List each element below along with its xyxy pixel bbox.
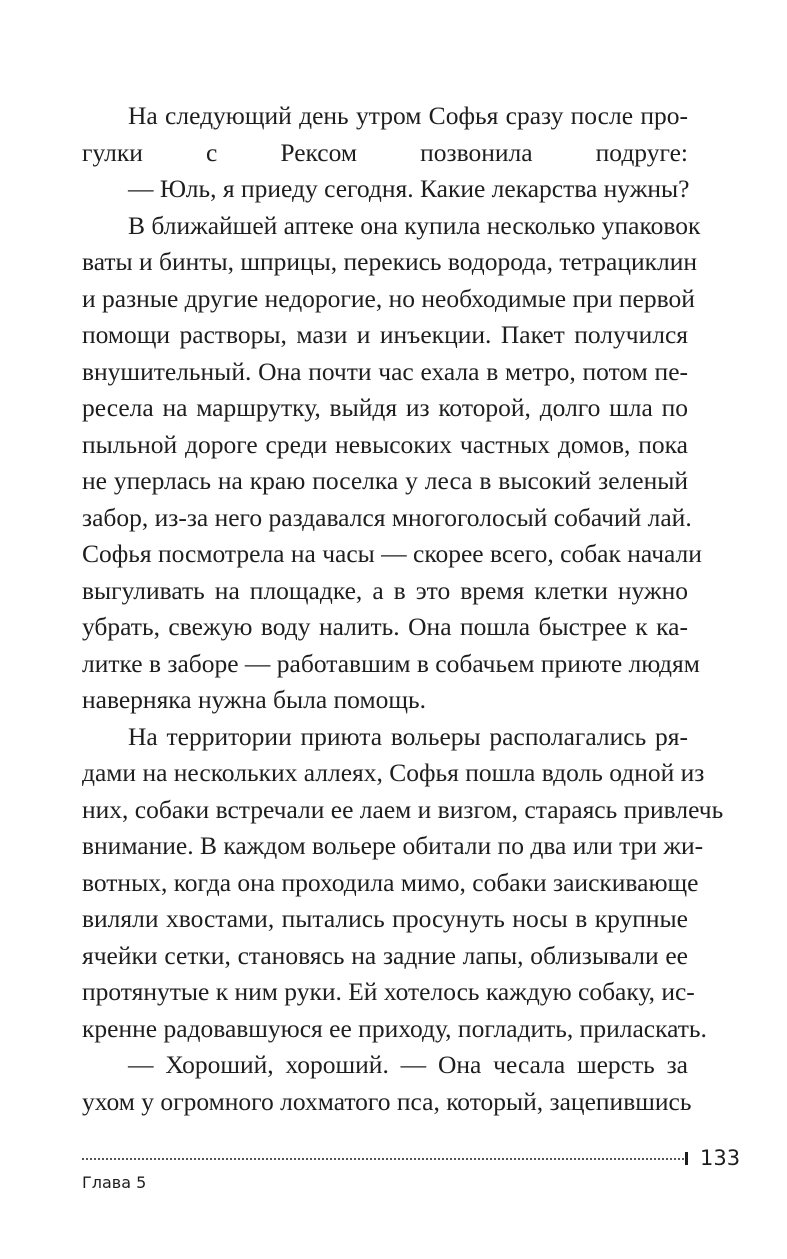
text-line: кренне радовавшуюся ее приходу, погладить, приласкать. [82,1013,707,1043]
text-line: дами на нескольких аллеях, Софья пошла вдоль одной из [82,758,705,787]
text-line: — Юль, я приеду сегодня. Какие лекарства нужны? [128,174,690,203]
text-line: них, собаки встречали ее лаем и визгом, стараясь привлечь [82,794,724,824]
text-line: протянутые к ним руки. Ей хотелось каждую собаку, ис- [82,977,695,1006]
text-line: забор, из-за него раздавался многоголосый собачий лай. [82,502,692,532]
text-line: наверняка нужна была помощь. [82,685,426,714]
text-line: гулки с Рексом позвонила подруге: [82,137,688,167]
text-line: ухом у огромного лохматого пса, который, зацепившись [82,1086,692,1116]
text-line: виляли хвостами, пытались просунуть носы в крупные [82,904,688,933]
text-line: внимание. В каждом вольере обитали по два или три жи- [82,831,704,860]
text-line: В ближайшей аптеке она купила несколько упаковок [128,210,701,240]
footer-dotted-rule [82,1158,684,1160]
text-line: не уперлась на краю поселка у леса в высокий зеленый [82,466,688,495]
text-line: внушительный. Она почти час ехала в метро, потом пе- [82,356,688,386]
text-line: Софья посмотрела на часы — скорее всего, собак начали [82,539,702,568]
page-number: 133 [700,1146,741,1170]
text-line: помощи растворы, мази и инъекции. Пакет получился [82,320,688,349]
text-line: выгуливать на площадке, а в это время клетки нужно [82,575,688,605]
chapter-label: Глава 5 [82,1173,147,1192]
text-line: пыльной дороге среди невысоких частных домов, пока [82,429,688,459]
text-line: убрать, свежую воду налить. Она пошла быстрее к ка- [82,612,688,641]
text-line: ваты и бинты, шприцы, перекись водорода, тетрациклин [82,247,698,276]
text-line: вотных, когда она проходила мимо, собаки заискивающе [82,867,699,897]
text-line: литке в заборе — работавшим в собачьем приюте людям [82,648,700,678]
footer-tick-mark [685,1152,688,1165]
text-line: На следующий день утром Софья сразу после про- [128,101,688,130]
body-text [82,98,724,1120]
text-line: — Хороший, хороший. — Она чесала шерсть за [128,1050,688,1079]
text-line: ресела на маршрутку, выйдя из которой, долго шла по [82,393,688,422]
text-line: На территории приюта вольеры располагались ря- [128,721,688,751]
text-line: и разные другие недорогие, но необходимые при первой [82,283,695,313]
text-line: ячейки сетки, становясь на задние лапы, облизывали ее [82,940,688,970]
